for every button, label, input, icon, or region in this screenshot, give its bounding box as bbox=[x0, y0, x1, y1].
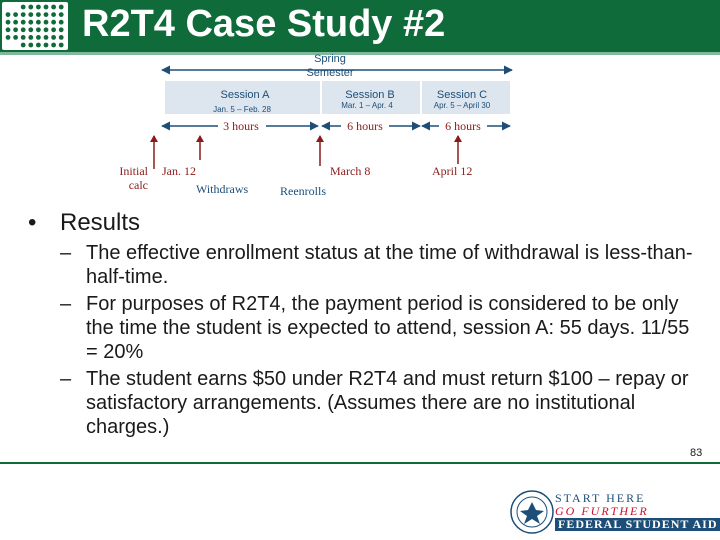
page-number: 83 bbox=[690, 447, 703, 459]
session-name: Session B bbox=[345, 89, 395, 101]
marker-label: March 8 bbox=[330, 164, 371, 178]
session-dates: Jan. 5 – Feb. 28 bbox=[213, 105, 271, 114]
slide-title: R2T4 Case Study #2 bbox=[82, 3, 446, 45]
marker-label: April 12 bbox=[432, 164, 473, 178]
session-dates: Apr. 5 – April 30 bbox=[433, 101, 491, 110]
session-name: Session A bbox=[220, 89, 270, 101]
term-label-line2: Semester bbox=[306, 67, 354, 79]
brand-line: FEDERAL STUDENT AID bbox=[555, 518, 720, 531]
session-hours: 6 hours bbox=[347, 119, 383, 133]
title-bar bbox=[0, 0, 720, 52]
result-text: For purposes of R2T4, the payment period is considered to be only the time the student is expected to attend, session A: 55 days. 11/55 = 20% bbox=[86, 293, 690, 363]
result-item: – The student earns $50 under R2T4 and must return $100 – repay or satisfactory arrangements. (Assumes there are no institutional charges.) bbox=[60, 368, 689, 438]
marker-label: Withdraws bbox=[196, 182, 249, 196]
result-item: – The effective enrollment status at the time of withdrawal is less-than-half-time. bbox=[60, 242, 693, 288]
marker-label: Initial bbox=[119, 164, 148, 178]
fsa-brand bbox=[555, 492, 720, 531]
marker-label: Reenrolls bbox=[280, 184, 326, 198]
result-item: – For purposes of R2T4, the payment period is considered to be only the time the student is expected to attend, session A: 55 days. 11/55 = 20% bbox=[60, 293, 690, 363]
term-label-line1: Spring bbox=[314, 53, 346, 65]
result-text: The effective enrollment status at the time of withdrawal is less-than-half-time. bbox=[86, 242, 693, 288]
results-section bbox=[28, 208, 698, 439]
brand-line: GO FURTHER bbox=[555, 504, 649, 518]
session-hours: 6 hours bbox=[445, 119, 481, 133]
marker-label: calc bbox=[128, 178, 148, 192]
session-name: Session C bbox=[436, 89, 488, 101]
results-heading-row: • Results bbox=[28, 209, 141, 236]
result-text: The student earns $50 under R2T4 and must return $100 – repay or satisfactory arrangements. (Assumes there are no institutional charges.) bbox=[86, 368, 689, 438]
department-seal-icon bbox=[510, 490, 554, 534]
brand-line: START HERE bbox=[555, 491, 646, 505]
footer-divider bbox=[0, 462, 720, 464]
results-heading: Results bbox=[60, 209, 141, 236]
marker-label: Jan. 12 bbox=[162, 164, 196, 178]
dot-grid-icon bbox=[2, 2, 68, 50]
session-dates: Mar. 1 – Apr. 4 bbox=[341, 101, 393, 110]
enrollment-timeline bbox=[0, 52, 720, 202]
session-hours: 3 hours bbox=[223, 119, 259, 133]
